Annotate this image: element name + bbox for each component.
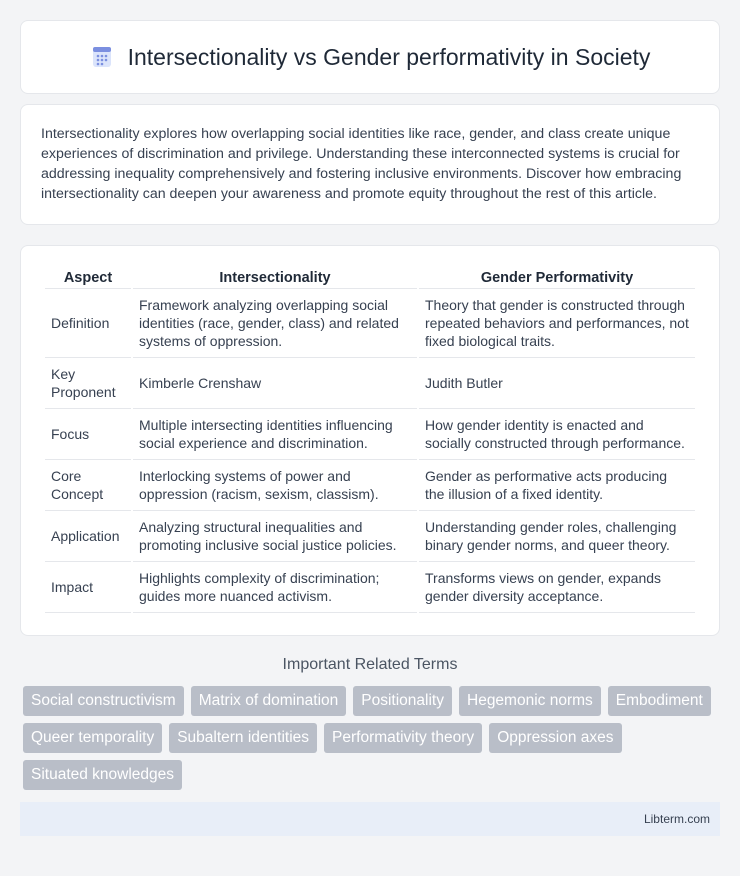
intro-text: Intersectionality explores how overlapping social identities like race, gender, and class create unique experiences of discrimination and privilege. Understanding these interconnected systems is crucial for addressing inequality comprehensively and fostering inclusive environments. Discover how embracing intersectionality can deepen your awareness and promote equity throughout the rest of this article.	[41, 126, 682, 202]
term-tag[interactable]: Oppression axes	[489, 723, 621, 753]
term-tag[interactable]: Positionality	[353, 686, 452, 716]
row-gender-performativity: Understanding gender roles, challenging binary gender norms, and queer theory.	[419, 511, 695, 562]
table-row	[45, 511, 695, 562]
header-intersectionality: Intersectionality	[133, 266, 417, 289]
related-terms-list	[20, 686, 720, 790]
table-row	[45, 460, 695, 511]
header-aspect: Aspect	[45, 266, 131, 289]
table-row	[45, 289, 695, 358]
row-aspect: Core Concept	[45, 460, 131, 511]
row-gender-performativity: Transforms views on gender, expands gender diversity acceptance.	[419, 562, 695, 613]
term-tag[interactable]: Situated knowledges	[23, 760, 182, 790]
row-gender-performativity: Theory that gender is constructed through repeated behaviors and performances, not fixed biological traits.	[419, 289, 695, 358]
comparison-table	[43, 266, 697, 613]
row-gender-performativity: Gender as performative acts producing the illusion of a fixed identity.	[419, 460, 695, 511]
row-intersectionality: Analyzing structural inequalities and promoting inclusive social justice policies.	[133, 511, 417, 562]
table-row	[45, 409, 695, 460]
term-tag[interactable]: Embodiment	[608, 686, 711, 716]
row-aspect: Focus	[45, 409, 131, 460]
row-intersectionality: Interlocking systems of power and oppression (racism, sexism, classism).	[133, 460, 417, 511]
table-row	[45, 358, 695, 409]
comparison-card	[20, 245, 720, 636]
intro-card	[20, 104, 720, 225]
page-title: Intersectionality vs Gender performativity in Society	[127, 43, 651, 70]
term-tag[interactable]: Performativity theory	[324, 723, 482, 753]
term-tag[interactable]: Social constructivism	[23, 686, 184, 716]
row-intersectionality: Framework analyzing overlapping social identities (race, gender, class) and related systems of oppression.	[133, 289, 417, 358]
term-tag[interactable]: Queer temporality	[23, 723, 162, 753]
row-intersectionality: Highlights complexity of discrimination; guides more nuanced activism.	[133, 562, 417, 613]
row-aspect: Application	[45, 511, 131, 562]
footer-brand[interactable]: Libterm.com	[643, 812, 710, 826]
row-aspect: Definition	[45, 289, 131, 358]
row-aspect: Key Proponent	[45, 358, 131, 409]
term-tag[interactable]: Matrix of domination	[191, 686, 347, 716]
document-icon	[90, 45, 114, 69]
row-intersectionality: Multiple intersecting identities influencing social experience and discrimination.	[133, 409, 417, 460]
term-tag[interactable]: Subaltern identities	[169, 723, 317, 753]
row-intersectionality: Kimberle Crenshaw	[133, 358, 417, 409]
header-gender-performativity: Gender Performativity	[419, 266, 695, 289]
related-terms-title: Important Related Terms	[282, 656, 458, 673]
row-gender-performativity: How gender identity is enacted and socially constructed through performance.	[419, 409, 695, 460]
row-gender-performativity: Judith Butler	[419, 358, 695, 409]
footer	[20, 802, 720, 836]
term-tag[interactable]: Hegemonic norms	[459, 686, 601, 716]
table-header-row	[45, 266, 695, 289]
table-row	[45, 562, 695, 613]
row-aspect: Impact	[45, 562, 131, 613]
title-card	[20, 20, 720, 94]
